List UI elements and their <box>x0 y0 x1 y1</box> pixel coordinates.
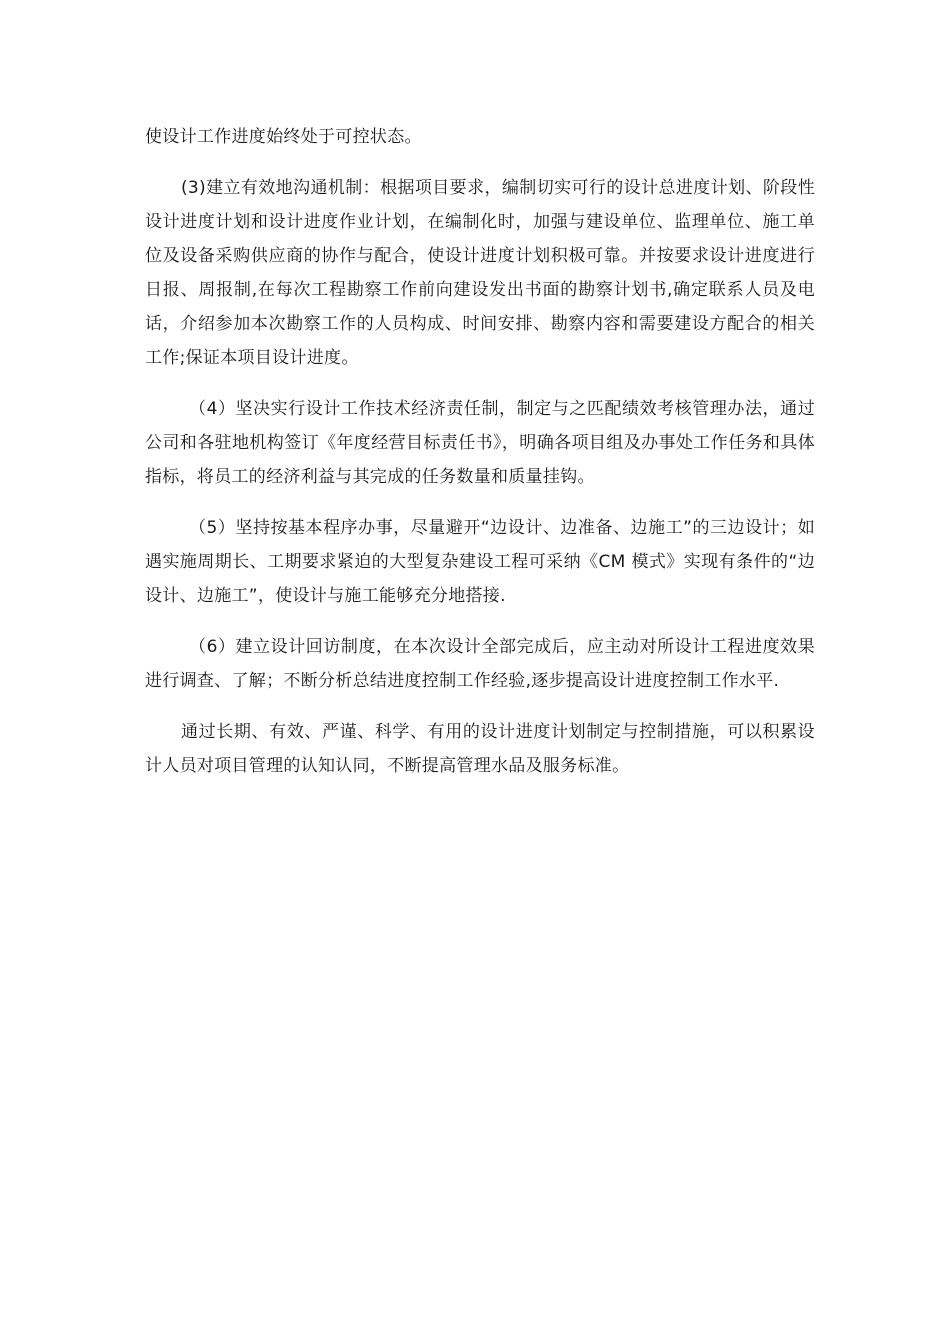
paragraph-item-5: （5）坚持按基本程序办事，尽量避开“边设计、边准备、边施工”的三边设计；如遇实施周期长、工期要求紧迫的大型复杂建设工程可采纳《CM 模式》实现有条件的“边设计、边施工”，使设计与施工能够充分地搭接. <box>145 518 815 606</box>
paragraph-conclusion: 通过长期、有效、严谨、科学、有用的设计进度计划制定与控制措施，可以积累设计人员对项目管理的认知认同，不断提高管理水品及服务标准。 <box>145 722 815 776</box>
paragraph-item-3: (3)建立有效地沟通机制：根据项目要求，编制切实可行的设计总进度计划、阶段性设计进度计划和设计进度作业计划，在编制化时，加强与建设单位、监理单位、施工单位及设备采购供应商的协作与配合，使设计进度计划积极可靠。并按要求设计进度进行日报、周报制,在每次工程勘察工作前向建设发出书面的勘察计划书,确定联系人员及电话，介绍参加本次勘察工作的人员构成、时间安排、勘察内容和需要建设方配合的相关工作;保证本项目设计进度。 <box>145 178 815 368</box>
paragraph-item-4: （4）坚决实行设计工作技术经济责任制，制定与之匹配绩效考核管理办法，通过公司和各驻地机构签订《年度经营目标责任书》，明确各项目组及办事处工作任务和具体指标，将员工的经济利益与其完成的任务数量和质量挂钩。 <box>145 399 815 487</box>
paragraph-item-6: （6）建立设计回访制度，在本次设计全部完成后，应主动对所设计工程进度效果进行调查、了解；不断分析总结进度控制工作经验,逐步提高设计进度控制工作水平. <box>145 637 815 691</box>
document-body <box>145 120 815 783</box>
paragraph-continuation: 使设计工作进度始终处于可控状态。 <box>145 127 422 147</box>
